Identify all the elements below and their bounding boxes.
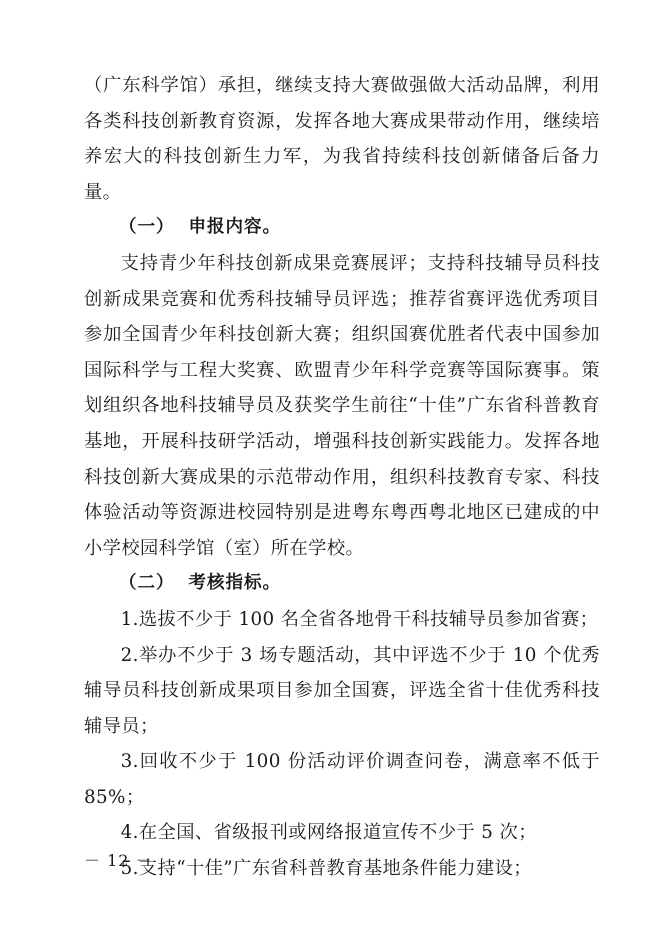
section-heading-1	[84, 210, 600, 246]
section-body-1: 支持青少年科技创新成果竞赛展评；支持科技辅导员科技创新成果竞赛和优秀科技辅导员评选；推荐省赛评选优秀项目参加全国青少年科技创新大赛；组织国赛优胜者代表中国参加国际科学与工程大奖赛、欧盟青少年科学竞赛等国际赛事。策划组织各地科技辅导员及获奖学生前往“十佳”广东省科普教育基地，开展科技研学活动，增强科技创新实践能力。发挥各地科技创新大赛成果的示范带动作用，组织科技教育专家、科技体验活动等资源进校园特别是进粤东粤西粤北地区已建成的中小学校园科学馆（室）所在学校。	[84, 252, 600, 559]
indicator-item-5: 5.支持“十佳”广东省科普教育基地条件能力建设；	[120, 858, 532, 880]
indicator-item-4: 4.在全国、省级报刊或网络报道宣传不少于 5 次；	[120, 822, 537, 844]
indicator-item-3: 3.回收不少于 100 份活动评价调查问卷，满意率不低于85%；	[84, 751, 600, 808]
intro-continuation-paragraph: （广东科学馆）承担，继续支持大赛做强做大活动品牌，利用各类科技创新教育资源，发挥各地大赛成果带动作用，继续培养宏大的科技创新生力军，为我省持续科技创新储备后备力量。	[84, 75, 600, 203]
section-title-2: 考核指标。	[188, 573, 281, 594]
section-heading-2	[84, 566, 600, 602]
section-title-1: 申报内容。	[188, 217, 281, 238]
document-body	[84, 68, 600, 887]
section-number-2: （二）	[119, 573, 175, 594]
indicator-item-2: 2.举办不少于 3 场专题活动，其中评选不少于 10 个优秀辅导员科技创新成果项目参加全国赛，评选全省十佳优秀科技辅导员；	[84, 644, 600, 737]
section-number-1: （一）	[119, 217, 175, 238]
page-number: － 12 －	[84, 851, 153, 870]
indicator-item-1: 1.选拔不少于 100 名全省各地骨干科技辅导员参加省赛；	[120, 608, 599, 630]
